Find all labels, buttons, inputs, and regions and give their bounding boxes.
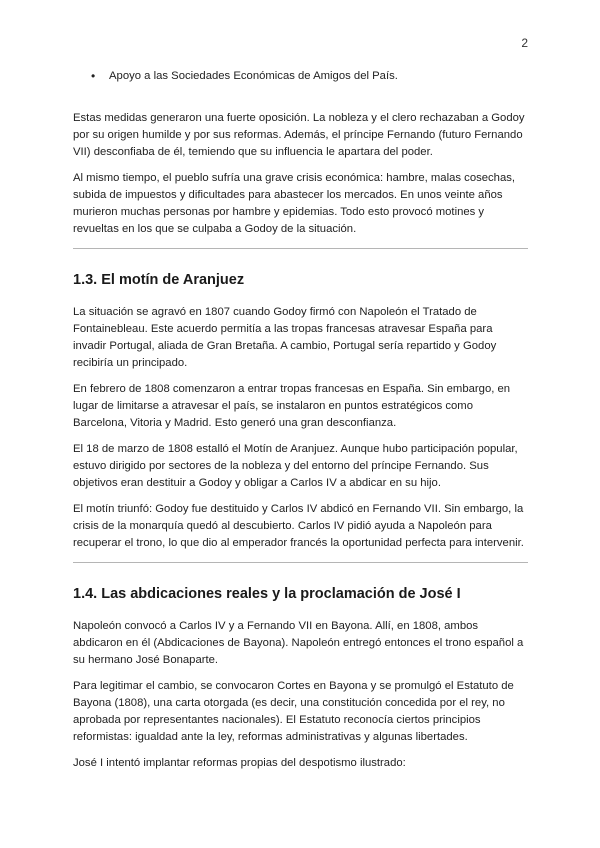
- section-heading: 1.3. El motín de Aranjuez: [73, 272, 245, 288]
- paragraph: Estas medidas generaron una fuerte oposición. La nobleza y el clero rechazaban a Godoy por su origen humilde y por sus reformas. Además, el príncipe Fernando (futuro Fernando VII) desconfiaba de él, temiendo que su influencia le apartara del poder.: [73, 112, 525, 158]
- page-number: 2: [521, 36, 528, 50]
- paragraph: La situación se agravó en 1807 cuando Godoy firmó con Napoleón el Tratado de Fontainebleau. Este acuerdo permitía a las tropas francesas atravesar España para invadir Portugal, aliada de Gran Bretaña. A cambio, Portugal sería repartido y Godoy recibiría un principado.: [73, 306, 497, 369]
- bullet-item: • Apoyo a las Sociedades Económicas de Amigos del País.: [73, 68, 528, 85]
- paragraph: Al mismo tiempo, el pueblo sufría una grave crisis económica: hambre, malas cosechas, subida de impuestos y dificultades para abastecer los mercados. En unos veinte años murieron muchas personas por hambre y epidemias. Todo esto provocó motines y revueltas en los que se culpaba a Godoy de la situación.: [73, 172, 516, 235]
- page-content: [73, 68, 528, 781]
- bullet-list: [73, 68, 528, 85]
- horizontal-divider: [73, 248, 528, 249]
- paragraph: El 18 de marzo de 1808 estalló el Motín de Aranjuez. Aunque hubo participación popular, estuvo dirigido por sectores de la nobleza y del entorno del príncipe Fernando. Sus objetivos eran destituir a Godoy y obligar a Carlos IV a abdicar en su hijo.: [73, 443, 518, 489]
- paragraph: José I intentó implantar reformas propias del despotismo ilustrado:: [73, 757, 406, 769]
- paragraph: Napoleón convocó a Carlos IV y a Fernando VII en Bayona. Allí, en 1808, ambos abdicaron en él (Abdicaciones de Bayona). Napoleón entregó entonces el trono español a su hermano José Bonaparte.: [73, 620, 524, 666]
- horizontal-divider: [73, 562, 528, 563]
- paragraph: Para legitimar el cambio, se convocaron Cortes en Bayona y se promulgó el Estatuto de Bayona (1808), una carta otorgada (es decir, una constitución concedida por el rey, no aprobada por representantes nacionales). El Estatuto reconocía ciertos principios reformistas: igualdad ante la ley, reformas administrativas y algunas libertades.: [73, 680, 514, 743]
- paragraph: El motín triunfó: Godoy fue destituido y Carlos IV abdicó en Fernando VII. Sin embargo, la crisis de la monarquía quedó al descubierto. Carlos IV pidió ayuda a Napoleón para recuperar el trono, lo que dio al emperador francés la oportunidad perfecta para intervenir.: [73, 503, 524, 549]
- section-heading: 1.4. Las abdicaciones reales y la proclamación de José I: [73, 586, 461, 602]
- paragraph: En febrero de 1808 comenzaron a entrar tropas francesas en España. Sin embargo, en lugar de limitarse a atravesar el país, se instalaron en puntos estratégicos como Barcelona, Vitoria y Madrid. Esto generó una gran desconfianza.: [73, 383, 511, 429]
